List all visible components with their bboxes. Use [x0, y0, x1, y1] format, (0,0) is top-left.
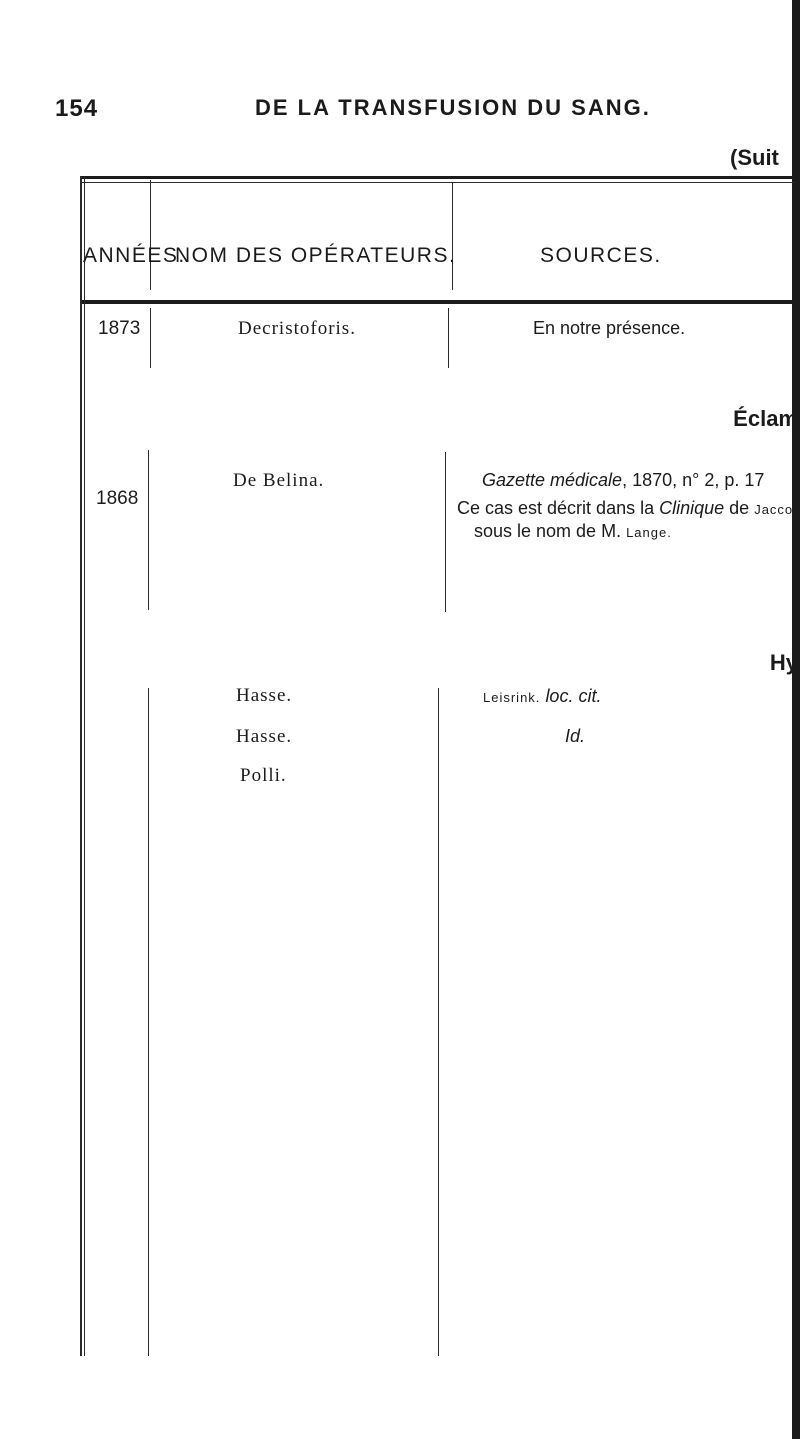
- table-left-border: [80, 176, 82, 1356]
- note-text: de: [724, 498, 755, 518]
- note-text: sous le nom de M.: [474, 521, 627, 541]
- operator-cell: Decristoforis.: [238, 318, 356, 339]
- note-author: Jacco: [754, 502, 794, 517]
- year-cell: 1873: [98, 318, 141, 339]
- source-cell: [482, 470, 764, 491]
- operator-cell: Hasse.: [236, 726, 293, 747]
- operator-cell: Polli.: [240, 765, 287, 786]
- table-top-rule: [80, 176, 795, 179]
- divider-years-1873: [150, 308, 151, 368]
- divider-sources-1873: [448, 308, 449, 368]
- operator-cell: De Belina.: [233, 470, 325, 491]
- section-heading: Hy: [769, 650, 798, 675]
- continuation-label: (Suit: [730, 145, 779, 170]
- divider-years-lower: [148, 688, 149, 1356]
- note-author: Lange.: [626, 525, 672, 540]
- table-left-border-inner: [84, 176, 85, 1356]
- running-title: DE LA TRANSFUSION DU SANG.: [255, 95, 651, 120]
- column-header-years: ANNÉES.: [83, 244, 186, 267]
- page-edge-shadow: [792, 0, 800, 1439]
- column-header-sources: SOURCES.: [540, 244, 662, 267]
- header-bottom-rule: [80, 300, 795, 304]
- operator-cell: Hasse.: [236, 685, 293, 706]
- year-cell: 1868: [96, 488, 139, 509]
- note-text: Ce cas est décrit dans la: [457, 498, 660, 518]
- divider-sources-lower: [438, 688, 439, 1356]
- note-italic: Clinique: [659, 498, 725, 518]
- source-author: Leisrink.: [483, 690, 541, 705]
- divider-sources-1868: [445, 452, 446, 612]
- source-reference: loc. cit.: [545, 686, 602, 706]
- source-note-line2: [474, 521, 672, 542]
- table-top-rule-thin: [80, 182, 795, 183]
- source-reference: , 1870, n° 2, p. 17: [622, 470, 765, 490]
- source-journal: Gazette médicale: [482, 470, 623, 490]
- column-header-operators: NOM DES OPÉRATEURS.: [175, 244, 457, 267]
- source-cell: [483, 686, 601, 707]
- divider-sources-header: [452, 183, 453, 290]
- page-number: 154: [55, 95, 99, 122]
- source-cell: En notre présence.: [533, 318, 686, 338]
- source-cell: Id.: [565, 726, 586, 746]
- divider-years-header: [150, 180, 151, 290]
- source-note-line1: [457, 498, 793, 519]
- section-heading: Éclam: [733, 406, 798, 431]
- divider-years-1868: [148, 450, 149, 610]
